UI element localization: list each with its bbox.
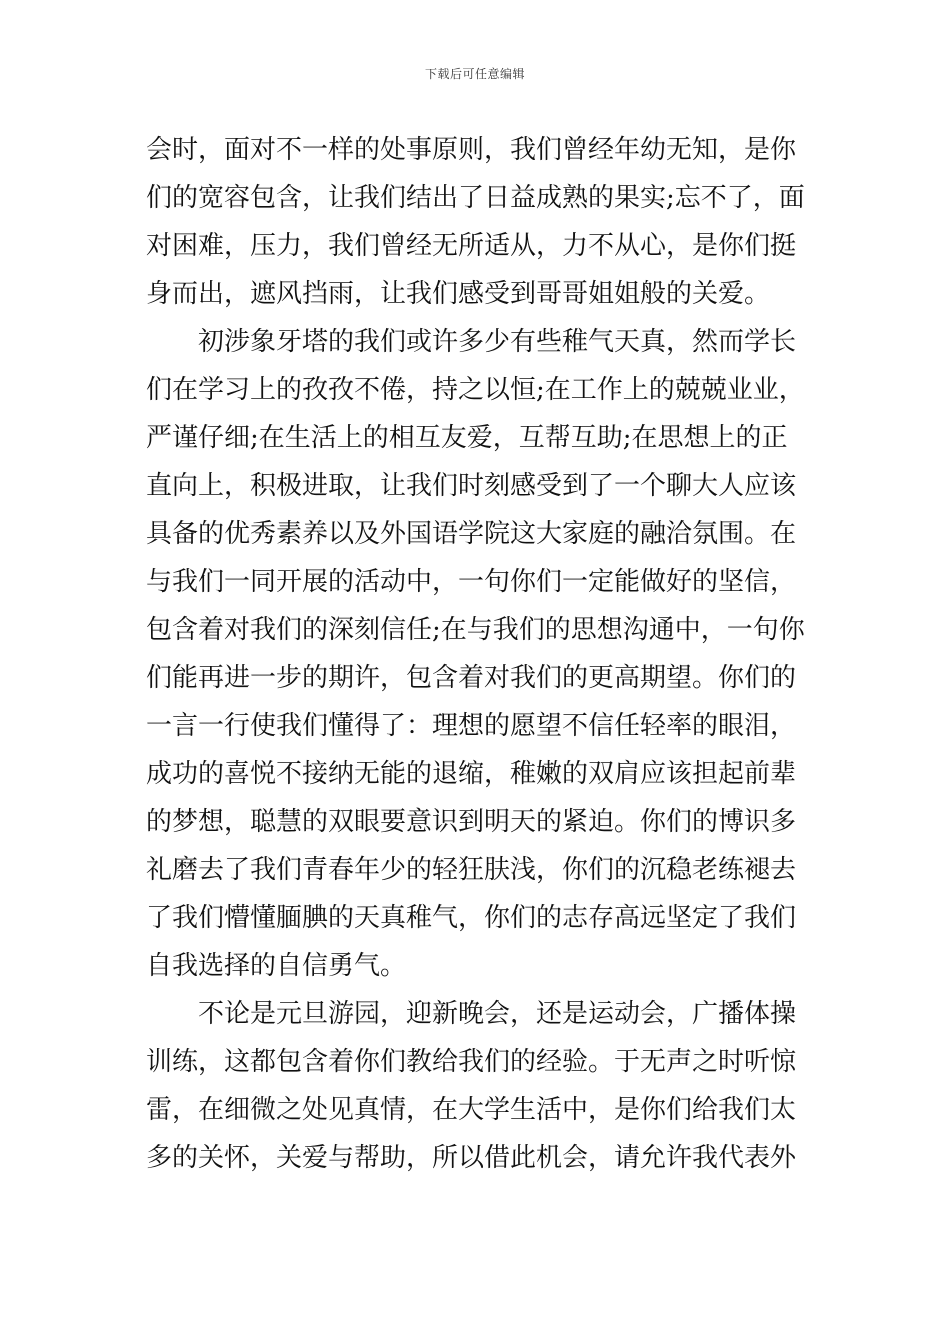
text-line: 了我们懵懂腼腆的天真稚气，你们的志存高远坚定了我们 — [146, 903, 797, 933]
paragraph-2 — [146, 318, 808, 990]
text-line: 们在学习上的孜孜不倦，持之以恒;在工作上的兢兢业业， — [146, 375, 805, 405]
text-line: 的梦想，聪慧的双眼要意识到明天的紧迫。你们的博识多 — [146, 807, 797, 837]
text-line: 与我们一同开展的活动中，一句你们一定能做好的坚信， — [146, 567, 797, 597]
text-line: 们能再进一步的期许，包含着对我们的更高期望。你们的 — [146, 663, 797, 693]
text-line: 对困难，压力，我们曾经无所适从，力不从心，是你们挺 — [146, 231, 797, 261]
text-line: 雷，在细微之处见真情，在大学生活中，是你们给我们太 — [146, 1095, 797, 1125]
text-line-first: 不论是元旦游园，迎新晚会，还是运动会，广播体操 — [198, 999, 797, 1029]
text-line: 直向上，积极进取，让我们时刻感受到了一个聊大人应该 — [146, 471, 797, 501]
text-line: 们的宽容包含，让我们结出了日益成熟的果实;忘不了，面 — [146, 183, 805, 213]
text-line: 严谨仔细;在生活上的相互友爱，互帮互助;在思想上的正 — [146, 423, 788, 453]
paragraph-3 — [146, 990, 808, 1182]
text-line: 会时，面对不一样的处事原则，我们曾经年幼无知，是你 — [146, 135, 797, 165]
document-body — [146, 126, 808, 1182]
text-line: 成功的喜悦不接纳无能的退缩，稚嫩的双肩应该担起前辈 — [146, 759, 797, 789]
text-line: 一言一行使我们懂得了：理想的愿望不信任轻率的眼泪， — [146, 711, 797, 741]
paragraph-1 — [146, 126, 808, 318]
text-line: 训练，这都包含着你们教给我们的经验。于无声之时听惊 — [146, 1047, 797, 1077]
text-line-first: 初涉象牙塔的我们或许多少有些稚气天真，然而学长 — [198, 327, 797, 357]
text-line: 自我选择的自信勇气。 — [146, 951, 407, 981]
text-line: 身而出，遮风挡雨，让我们感受到哥哥姐姐般的关爱。 — [146, 279, 771, 309]
text-line: 礼磨去了我们青春年少的轻狂肤浅，你们的沉稳老练褪去 — [146, 855, 797, 885]
page-header: 下载后可任意编辑 — [424, 67, 525, 81]
text-line: 包含着对我们的深刻信任;在与我们的思想沟通中，一句你 — [146, 615, 805, 645]
text-line: 具备的优秀素养以及外国语学院这大家庭的融洽氛围。在 — [146, 519, 797, 549]
text-line: 多的关怀，关爱与帮助，所以借此机会，请允许我代表外 — [146, 1143, 797, 1173]
